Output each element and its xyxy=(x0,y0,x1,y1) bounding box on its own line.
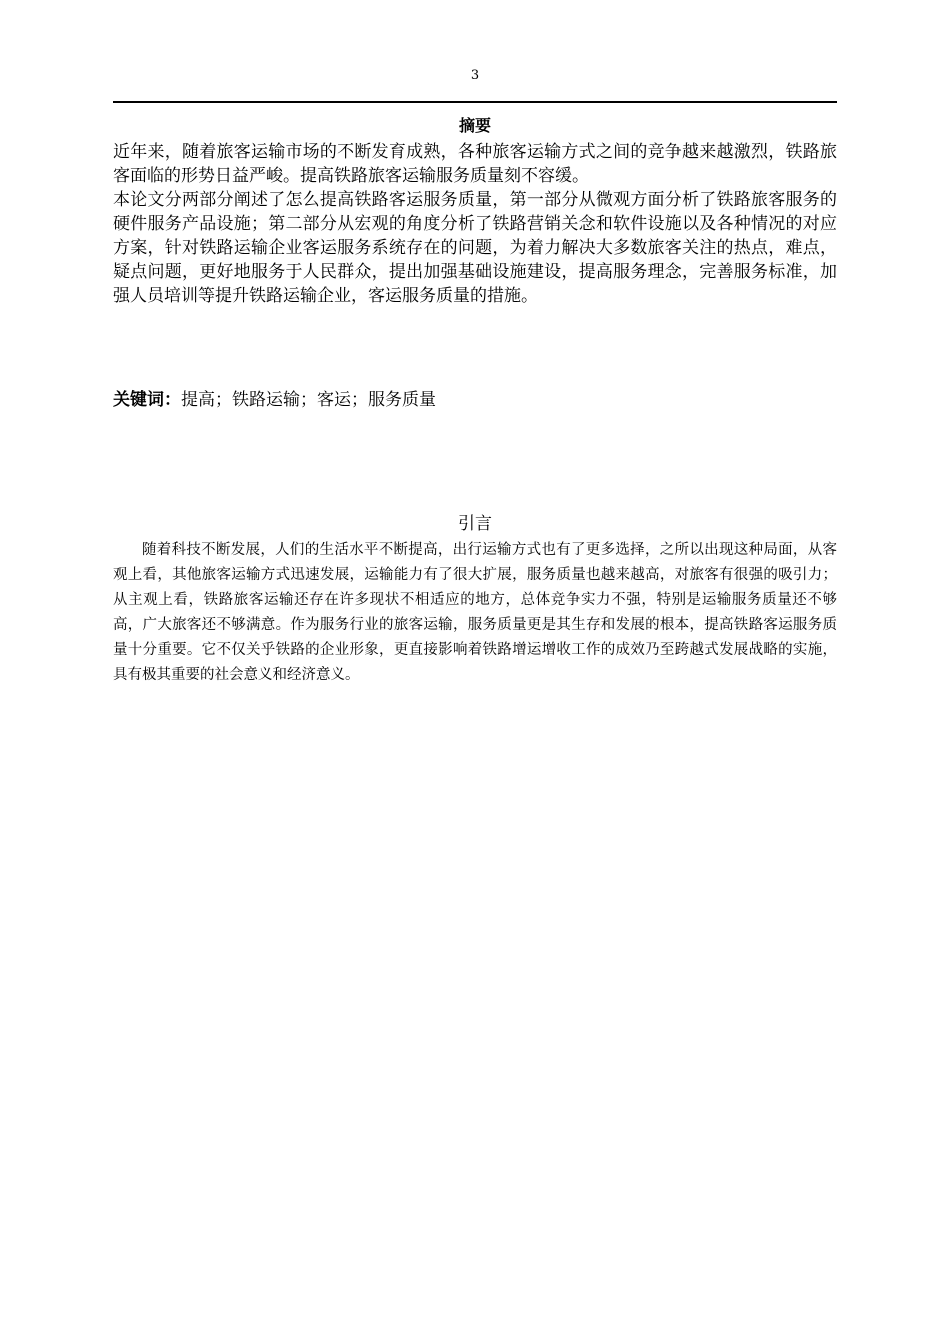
keywords-line xyxy=(113,388,837,412)
introduction-paragraph: 随着科技不断发展，人们的生活水平不断提高，出行运输方式也有了更多选择，之所以出现这种局面，从客观上看，其他旅客运输方式迅速发展，运输能力有了很大扩展，服务质量也越来越高，对旅客有很强的吸引力；从主观上看，铁路旅客运输还存在许多现状不相适应的地方，总体竞争实力不强，特别是运输服务质量还不够高，广大旅客还不够满意。作为服务行业的旅客运输，服务质量更是其生存和发展的根本，提高铁路客运服务质量十分重要。它不仅关乎铁路的企业形象，更直接影响着铁路增运增收工作的成效乃至跨越式发展战略的实施，具有极其重要的社会意义和经济意义。 xyxy=(113,542,837,683)
keywords-text: 提高；铁路运输；客运；服务质量 xyxy=(181,390,436,410)
abstract-title: 摘要 xyxy=(458,116,491,135)
keywords-label: 关键词： xyxy=(113,390,181,410)
abstract-body xyxy=(113,140,837,308)
page-number: 3 xyxy=(470,68,480,83)
header-rule xyxy=(113,101,837,103)
abstract-paragraph: 近年来，随着旅客运输市场的不断发育成熟，各种旅客运输方式之间的竞争越来越激烈，铁路旅客面临的形势日益严峻。提高铁路旅客运输服务质量刻不容缓。 xyxy=(113,142,837,186)
abstract-paragraph: 本论文分两部分阐述了怎么提高铁路客运服务质量，第一部分从微观方面分析了铁路旅客服务的硬件服务产品设施；第二部分从宏观的角度分析了铁路营销关念和软件设施以及各种情况的对应方案，针对铁路运输企业客运服务系统存在的问题，为着力解决大多数旅客关注的热点，难点，疑点问题，更好地服务于人民群众，提出加强基础设施建设，提高服务理念，完善服务标准，加强人员培训等提升铁路运输企业，客运服务质量的措施。 xyxy=(113,190,837,306)
introduction-title: 引言 xyxy=(458,514,492,534)
